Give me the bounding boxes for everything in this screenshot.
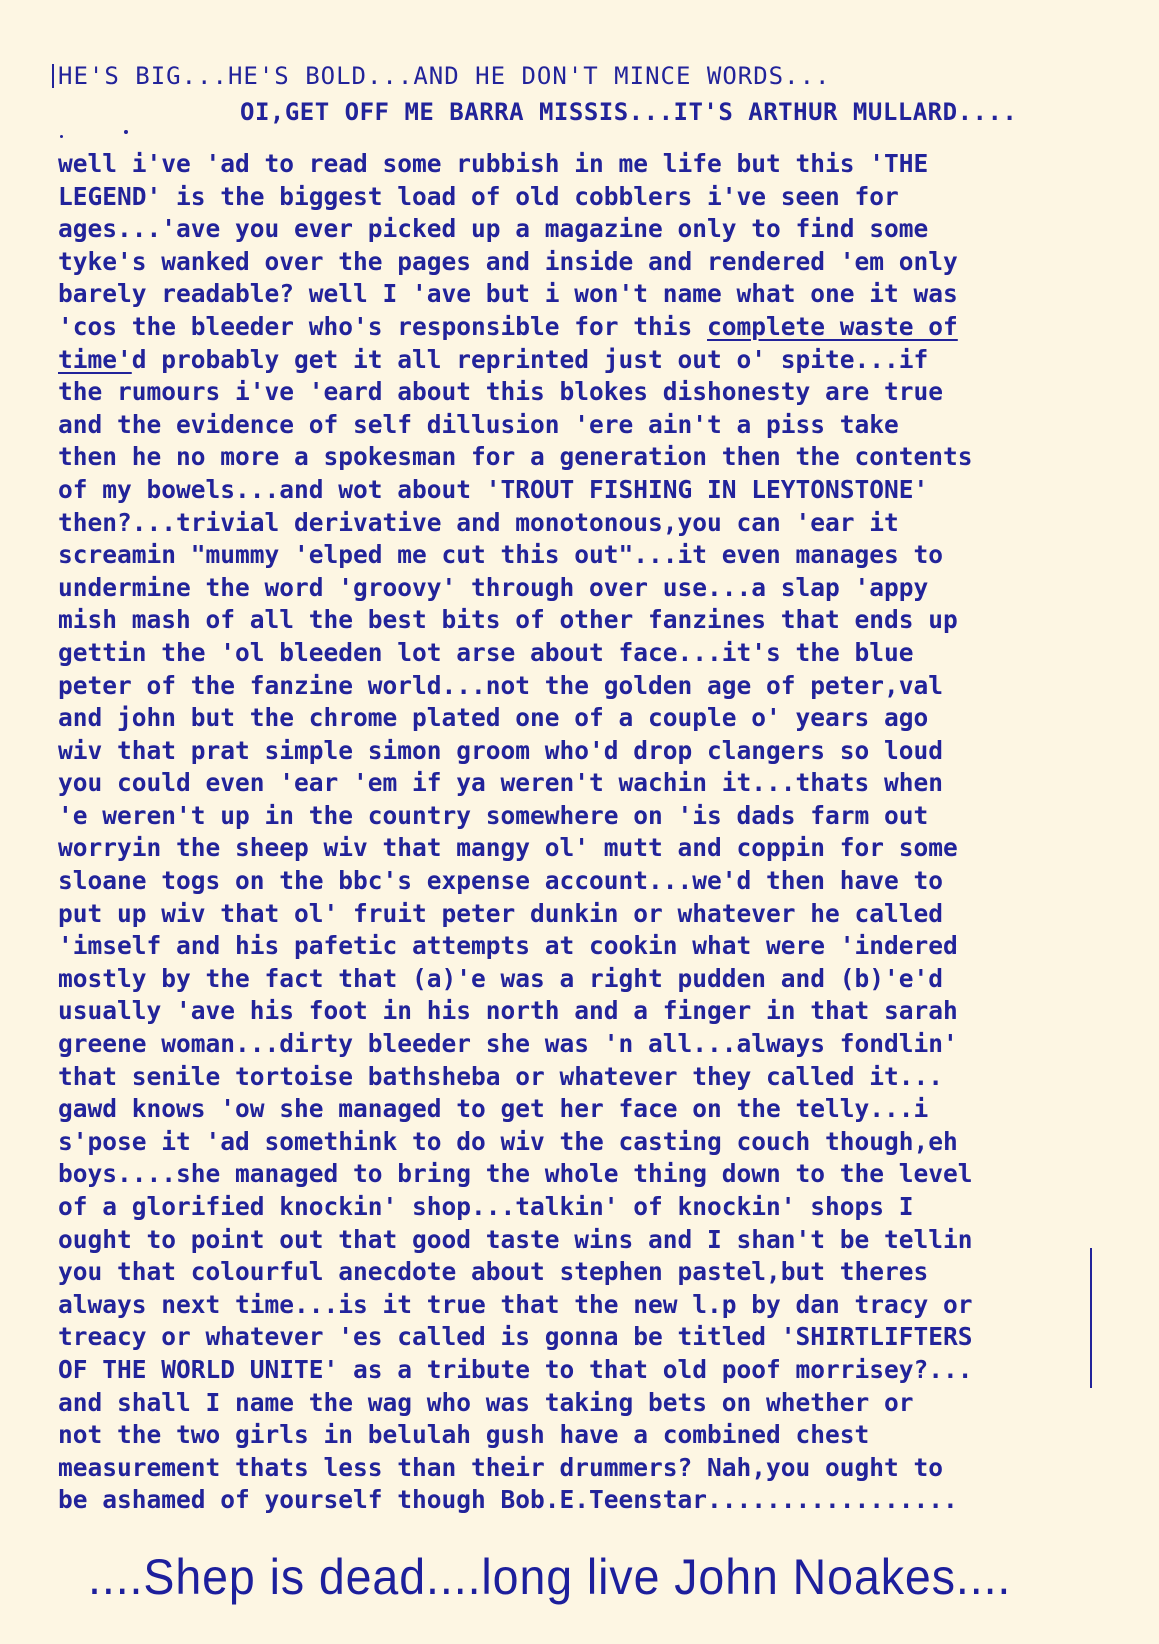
headline-line-1: HE'S BIG...HE'S BOLD...AND HE DON'T MINCE WORDS...: [58, 62, 831, 90]
body-line: 'e weren't up in the country somewhere on 'is dads farm out: [58, 800, 929, 830]
article-body: [58, 148, 1118, 1517]
ink-speck: [124, 130, 128, 134]
body-line: you that colourful anecdote about stephen pastel,but theres: [58, 1257, 929, 1287]
body-line: gawd knows 'ow she managed to get her face on the telly...i: [58, 1094, 929, 1124]
body-line: and the evidence of self dillusion 'ere ain't a piss take: [58, 409, 899, 439]
handwritten-signoff: ....Shep is dead....long live John Noakes....: [88, 1549, 1012, 1605]
body-line: wiv that prat simple simon groom who'd drop clangers so loud: [58, 735, 944, 765]
body-line: that senile tortoise bathsheba or whatever they called it...: [58, 1061, 944, 1091]
body-line: barely readable? well I 'ave but i won't name what one it was: [58, 279, 958, 309]
body-line: sloane togs on the bbc's expense account...we'd then have to: [58, 866, 944, 896]
body-line-segment: 'cos the bleeder who's responsible for this: [58, 311, 708, 341]
body-line: mostly by the fact that (a)'e was a right pudden and (b)'e'd: [58, 963, 944, 993]
body-line: greene woman...dirty bleeder she was 'n all...always fondlin': [58, 1029, 958, 1059]
body-line: be ashamed of yourself though Bob.E.Teenstar.................: [58, 1485, 958, 1515]
body-line: usually 'ave his foot in his north and a finger in that sarah: [58, 996, 958, 1026]
body-line: measurement thats less than their drummers? Nah,you ought to: [58, 1452, 944, 1482]
body-line: always next time...is it true that the new l.p by dan tracy or: [58, 1289, 973, 1319]
underlined-phrase: complete waste of: [707, 311, 958, 341]
body-line: boys....she managed to bring the whole thing down to the level: [58, 1159, 973, 1189]
body-line: you could even 'ear 'em if ya weren't wachin it...thats when: [58, 768, 944, 798]
body-line: put up wiv that ol' fruit peter dunkin or whatever he called: [58, 898, 944, 928]
body-line: then he no more a spokesman for a generation then the contents: [58, 442, 973, 472]
body-line: [58, 344, 1118, 377]
body-line: the rumours i've 'eard about this blokes dishonesty are true: [58, 377, 944, 407]
body-line: then?...trivial derivative and monotonous,you can 'ear it: [58, 507, 899, 537]
headline-line-2: OI,GET OFF ME BARRA MISSIS...IT'S ARTHUR MULLARD....: [240, 98, 1018, 126]
body-line: treacy or whatever 'es called is gonna be titled 'SHIRTLIFTERS: [58, 1322, 973, 1352]
underlined-word: time': [58, 344, 132, 374]
body-line: peter of the fanzine world...not the golden age of peter,val: [58, 670, 944, 700]
body-line: of my bowels...and wot about 'TROUT FISHING IN LEYTONSTONE': [58, 474, 929, 504]
body-line: not the two girls in belulah gush have a combined chest: [58, 1420, 870, 1450]
body-line: 'imself and his pafetic attempts at cookin what were 'indered: [58, 931, 958, 961]
body-line: worryin the sheep wiv that mangy ol' mutt and coppin for some: [58, 833, 958, 863]
body-line: screamin "mummy 'elped me cut this out"...it even manages to: [58, 540, 944, 570]
body-line: well i've 'ad to read some rubbish in me life but this 'THE: [58, 149, 929, 178]
body-line: ought to point out that good taste wins and I shan't be tellin: [58, 1224, 973, 1254]
body-line: s'pose it 'ad somethink to do wiv the casting couch though,eh: [58, 1126, 958, 1156]
body-line: undermine the word 'groovy' through over use...a slap 'appy: [58, 572, 929, 602]
body-line: and shall I name the wag who was taking bets on whether or: [58, 1387, 914, 1417]
body-line: LEGEND' is the biggest load of old cobblers i've seen for: [58, 181, 899, 211]
body-line: mish mash of all the best bits of other fanzines that ends up: [58, 605, 958, 635]
body-line-segment: d probably get it all reprinted just out o' spite...if: [131, 344, 929, 374]
body-line: tyke's wanked over the pages and inside and rendered 'em only: [58, 246, 958, 276]
body-line: and john but the chrome plated one of a couple o' years ago: [58, 703, 929, 733]
ink-speck: [60, 135, 63, 138]
body-line: of a glorified knockin' shop...talkin' of knockin' shops I: [58, 1192, 914, 1221]
margin-rule: [1090, 1248, 1092, 1388]
body-line: gettin the 'ol bleeden lot arse about face...it's the blue: [58, 637, 914, 667]
body-line: OF THE WORLD UNITE' as a tribute to that old poof morrisey?...: [58, 1354, 973, 1384]
body-line: [58, 311, 1118, 344]
body-line: ages...'ave you ever picked up a magazine only to find some: [58, 214, 929, 244]
